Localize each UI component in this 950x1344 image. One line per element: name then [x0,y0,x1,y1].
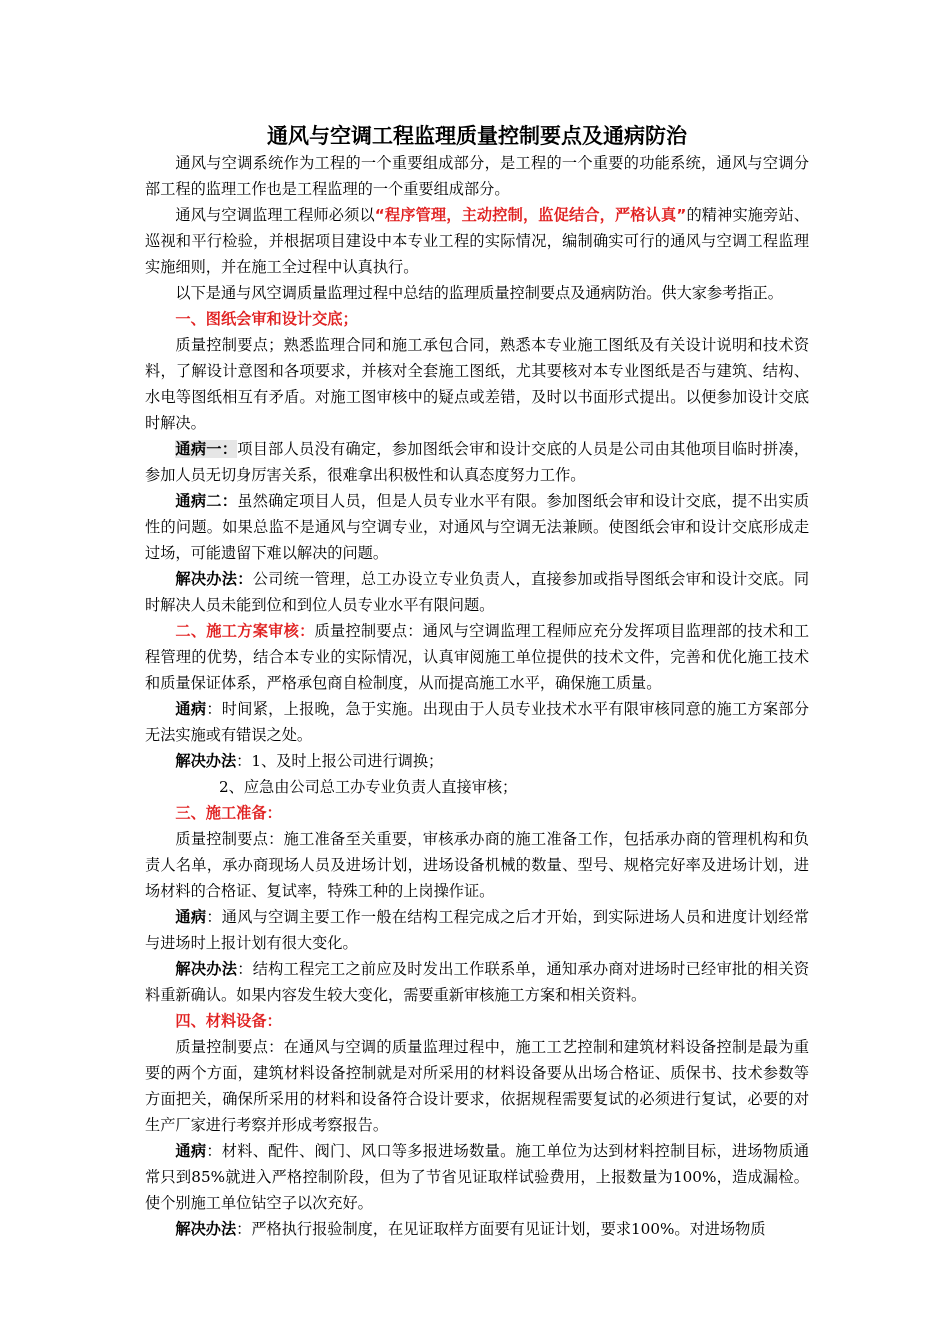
solution-text: ：严格执行报验制度，在见证取样方面要有见证计划，要求100%。对进场物质 [236,1220,766,1238]
section-1-defect-1 [145,436,809,488]
defect-text: ：材料、配件、阀门、风口等多报进场数量。施工单位为达到材料控制目标，进场物质通常只到85%就进入严格控制阶段，但为了节省见证取样试验费用，上报数量为100%，造成漏检。使个别施工单位钻空子以次充好。 [145,1142,810,1212]
section-2-solution [145,748,809,774]
section-2-heading: 二、施工方案审核： [175,622,315,640]
section-1-solution [145,566,809,618]
section-2-qc: 质量控制要点：通风与空调监理工程师应充分发挥项目监理部的技术和工程管理的优势，结合本专业的实际情况，认真审阅施工单位提供的技术文件，完善和优化施工技术和质量保证体系，严格承包商自检制度，从而提高施工水平，确保施工质量。 [145,622,810,692]
document-body [145,150,809,1242]
solution-text: ：结构工程完工之前应及时发出工作联系单，通知承办商对进场时已经审批的相关资料重新确认。如果内容发生较大变化，需要重新审核施工方案和相关资料。 [145,960,810,1004]
section-4-solution [145,1216,809,1242]
intro-p2-motto: “程序管理，主动控制，监促结合，严格认真” [374,206,687,224]
section-3-qc: 质量控制要点：施工准备至关重要，审核承办商的施工准备工作，包括承办商的管理机构和负责人名单，承办商现场人员及进场计划，进场设备机械的数量、型号、规格完好率及进场计划，进场材料的合格证、复试率，特殊工种的上岗操作证。 [145,830,809,900]
defect-text: ：通风与空调主要工作一般在结构工程完成之后才开始，到实际进场人员和进度计划经常与进场时上报计划有很大变化。 [145,908,810,952]
defect-label: 通病 [175,700,207,718]
defect-text: 项目部人员没有确定，参加图纸会审和设计交底的人员是公司由其他项目临时拼凑，参加人员无切身厉害关系，很难拿出积极性和认真态度努力工作。 [145,440,810,484]
document-title: 通风与空调工程监理质量控制要点及通病防治 [267,124,687,148]
section-2-defect [145,696,809,748]
intro-p2-lead: 通风与空调监理工程师必须以 [175,206,375,224]
intro-paragraph-3: 以下是通与风空调质量监理过程中总结的监理质量控制要点及通病防治。供大家参考指正。 [175,284,783,302]
section-1-heading: 一、图纸会审和设计交底； [175,310,358,328]
solution-text: ：1、及时上报公司进行调换； [236,752,444,770]
section-4-qc: 质量控制要点：在通风与空调的质量监理过程中，施工工艺控制和建筑材料设备控制是最为重要的两个方面，建筑材料设备控制就是对所采用的材料设备要从出场合格证、质保书、技术参数等方面把关，确保所采用的材料和设备符合设计要求，依据规程需要复试的必须进行复试，必要的对生产厂家进行考察并形成考察报告。 [145,1038,809,1134]
section-1-defect-2 [145,488,809,566]
defect-label: 通病二： [175,492,238,510]
intro-paragraph-2 [145,202,809,280]
solution-label: 解决办法 [175,752,237,770]
section-3-heading: 三、施工准备： [175,804,282,822]
section-1-qc: 质量控制要点；熟悉监理合同和施工承包合同，熟悉本专业施工图纸及有关设计说明和技术资料，了解设计意图和各项要求，并核对全套施工图纸，尤其要核对本专业图纸是否与建筑、结构、水电等图纸相互有矛盾。对施工图审核中的疑点或差错，及时以书面形式提出。以便参加设计交底时解决。 [145,336,809,432]
solution-label: 解决办法 [175,1220,237,1238]
section-3-defect [145,904,809,956]
intro-paragraph-1: 通风与空调系统作为工程的一个重要组成部分，是工程的一个重要的功能系统，通风与空调分部工程的监理工作也是工程监理的一个重要组成部分。 [145,154,809,198]
defect-label: 通病 [175,908,207,926]
section-4-heading: 四、材料设备： [175,1012,282,1030]
section-4-defect [145,1138,809,1216]
section-2-solution-item-2: 2、应急由公司总工办专业负责人直接审核； [219,778,518,796]
defect-text: 虽然确定项目人员，但是人员专业水平有限。参加图纸会审和设计交底，提不出实质性的问题。如果总监不是通风与空调专业，对通风与空调无法兼顾。使图纸会审和设计交底形成走过场，可能遗留下难以解决的问题。 [145,492,810,562]
defect-label: 通病一： [175,440,238,458]
solution-label: 解决办法： [175,570,253,588]
solution-text: 公司统一管理，总工办设立专业负责人，直接参加或指导图纸会审和设计交底。同时解决人员未能到位和到位人员专业水平有限问题。 [145,570,810,614]
solution-label: 解决办法 [175,960,238,978]
intro-p2-rest: 的精神实施旁站、巡视和平行检验，并根据项目建设中本专业工程的实际情况，编制确实可行的通风与空调工程监理实施细则，并在施工全过程中认真执行。 [145,206,810,276]
section-3-solution [145,956,809,1008]
defect-text: ：时间紧，上报晚，急于实施。出现由于人员专业技术水平有限审核同意的施工方案部分无法实施或有错误之处。 [145,700,810,744]
section-2-intro [145,618,809,696]
defect-label: 通病 [175,1142,207,1160]
